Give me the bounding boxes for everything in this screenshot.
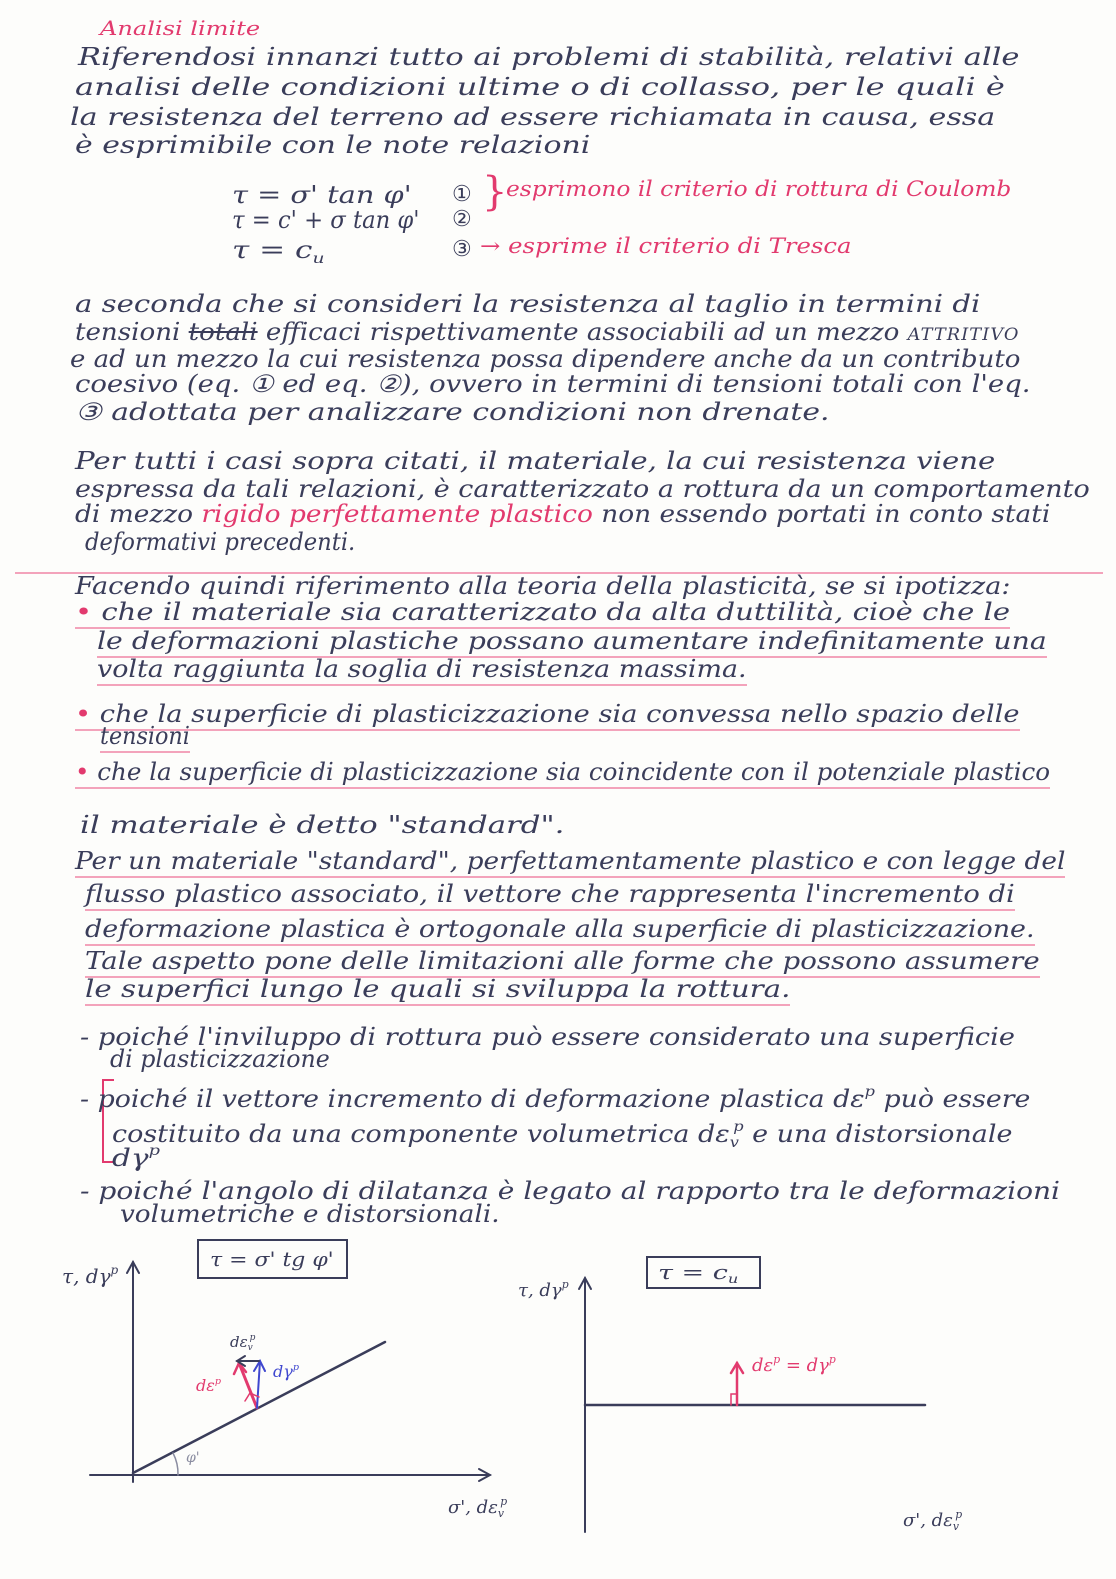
bullet2-line <box>75 699 1019 731</box>
shear-line: e ad un mezzo la cui resistenza possa dipendere anche da un contributo <box>70 345 1021 373</box>
label-text: dε <box>752 1355 774 1377</box>
label-text: dε <box>196 1376 215 1396</box>
text-segment: costituito da una componente volumetrica dε <box>112 1119 730 1148</box>
page-title: Analisi limite <box>100 16 261 40</box>
intro-line: Riferendosi innanzi tutto ai problemi di stabilità, relativi alle <box>78 43 1020 71</box>
bullet3-line <box>75 757 1050 789</box>
label-text: σ', dε <box>448 1497 498 1519</box>
flow-line: deformazione plastica è ortogonale alla superficie di plasticizzazione. <box>85 914 1035 946</box>
x-axis-label <box>903 1503 962 1539</box>
plastic-strain-label <box>196 1370 221 1398</box>
text-segment: • <box>75 598 102 626</box>
text-segment: che il materiale sia caratterizzato da alta duttilità, cioè che le <box>101 598 1011 626</box>
y-axis-label <box>62 1258 118 1288</box>
bullet1-line: volta raggiunta la soglia di resistenza massima. <box>97 654 747 686</box>
equation-number: ② <box>452 207 472 232</box>
label-sub: v <box>952 1519 959 1533</box>
bullet2-line: tensioni <box>100 721 190 753</box>
material-line: Per tutti i casi sopra citati, il materiale, la cui resistenza viene <box>75 447 996 475</box>
text-segment: p <box>733 1119 744 1135</box>
equation-text: τ = c' + σ tan φ' <box>232 206 420 234</box>
bullet1-line: le deformazioni plastiche possano aumentare indefinitamente una <box>97 626 1047 658</box>
plastic-strain-label <box>752 1348 836 1378</box>
dash3-line: - poiché l'angolo di dilatanza è legato al rapporto tra le deformazioni <box>80 1177 1061 1205</box>
shear-line: ③ adottata per analizzare condizioni non drenate. <box>75 398 830 426</box>
label-text: σ', dε <box>903 1510 953 1532</box>
text-segment: che la superficie di plasticizzazione sia convessa nello spazio delle <box>99 700 1020 728</box>
material-line: deformativi precedenti. <box>85 528 356 556</box>
label-sup: p <box>955 1508 963 1521</box>
text-segment: di mezzo <box>75 500 202 528</box>
distortional-strain-vector <box>257 1361 260 1408</box>
text-segment: efficaci rispettivamente associabili ad un mezzo <box>257 318 908 346</box>
label-sup: p <box>214 1376 221 1387</box>
text-segment: • <box>75 758 98 786</box>
label-sup: p <box>110 1263 119 1277</box>
label-text: τ, dγ <box>62 1264 111 1288</box>
bullet1-line <box>75 597 1010 629</box>
text-segment: e una distorsionale <box>743 1119 1013 1148</box>
formula-text: τ = c <box>658 1260 728 1284</box>
tresca-criterion-note: → esprime il criterio di Tresca <box>480 234 852 258</box>
coulomb-criterion-note: esprimono il criterio di rottura di Coulomb <box>506 177 1012 201</box>
standard-line: il materiale è detto "standard". <box>80 811 565 839</box>
text-segment: può essere <box>874 1084 1031 1113</box>
friction-angle-label: φ' <box>186 1450 200 1466</box>
text-segment: dγ <box>112 1143 149 1172</box>
label-sup: p <box>500 1495 508 1508</box>
distortional-strain-label <box>273 1356 299 1384</box>
dash3-line: volumetriche e distorsionali. <box>120 1200 500 1228</box>
flow-line: le superfici lungo le quali si sviluppa la rottura. <box>85 974 790 1006</box>
label-sup: p <box>828 1353 836 1366</box>
shear-line: coesivo (eq. ① ed eq. ②), ovvero in termini di tensioni totali con l'eq. <box>75 370 1031 398</box>
label-sup: p <box>561 1278 569 1291</box>
theory-line: Facendo quindi riferimento alla teoria della plasticità, se si ipotizza: <box>75 572 1011 600</box>
material-line: espressa da tali relazioni, è caratterizzato a rottura da un comportamento <box>75 475 1090 503</box>
formula-sub: u <box>727 1272 739 1287</box>
text-segment: p <box>148 1143 160 1159</box>
volumetric-strain-label <box>230 1326 255 1360</box>
dash2-line <box>112 1112 1012 1158</box>
label-text: τ, dγ <box>518 1280 562 1302</box>
shear-line: a seconda che si consideri la resistenza al taglio in termini di <box>75 290 981 318</box>
text-segment: tensioni <box>75 318 189 346</box>
label-text: = dγ <box>780 1355 829 1377</box>
label-sup: p <box>292 1362 299 1373</box>
y-axis-label <box>518 1273 569 1303</box>
text-segment: ATTRITIVO <box>907 325 1020 344</box>
text-segment: rigido perfettamente plastico <box>201 500 593 528</box>
dash2-line <box>80 1077 1030 1114</box>
dash2-line <box>112 1136 160 1173</box>
equation-subscript: u <box>312 251 325 268</box>
friction-angle-arc <box>173 1453 178 1475</box>
intro-line: la resistenza del terreno ad essere richiamata in causa, essa <box>70 103 996 131</box>
formula-coulomb <box>210 1244 334 1274</box>
flow-line: flusso plastico associato, il vettore che rappresenta l'incremento di <box>85 879 1015 911</box>
label-text: dγ <box>273 1362 293 1382</box>
label-text: dε <box>230 1332 248 1351</box>
text-segment: v <box>729 1134 739 1151</box>
label-sub: v <box>497 1506 504 1520</box>
x-axis-label <box>448 1490 507 1526</box>
material-line <box>75 499 1050 529</box>
equation-text: τ = c <box>232 236 313 264</box>
dash1-line: di plasticizzazione <box>110 1045 330 1073</box>
equation-coulomb-effective: τ = σ' tan φ' <box>232 181 412 209</box>
flow-line: Tale aspetto pone delle limitazioni alle forme che possono assumere <box>85 946 1040 978</box>
text-segment: • <box>75 700 100 728</box>
text-segment: non essendo portati in conto stati <box>592 500 1051 528</box>
tresca-diagram <box>579 1257 925 1532</box>
formula-text: τ = σ' tg φ' <box>210 1247 334 1271</box>
formula-tresca <box>658 1257 738 1294</box>
label-sup: p <box>773 1353 781 1366</box>
dash1-line: - poiché l'inviluppo di rottura può essere considerato una superficie <box>80 1023 1015 1051</box>
text-segment: totali <box>188 318 258 346</box>
text-segment: che la superficie di plasticizzazione sia coincidente con il potenziale plastico <box>97 758 1051 786</box>
text-segment: p <box>864 1084 875 1100</box>
text-segment: - poiché il vettore incremento di deformazione plastica dε <box>80 1084 865 1113</box>
intro-line: analisi delle condizioni ultime o di collasso, per le quali è <box>75 73 1005 101</box>
label-sub: v <box>247 1342 253 1353</box>
equation-brace: } <box>482 169 508 215</box>
label-sup: p <box>249 1333 256 1343</box>
equation-number: ① <box>452 182 472 207</box>
intro-line: è esprimibile con le note relazioni <box>75 131 591 159</box>
equation-number: ③ <box>452 237 472 262</box>
flow-line: Per un materiale "standard", perfettamentamente plastico e con legge del <box>75 846 1065 878</box>
